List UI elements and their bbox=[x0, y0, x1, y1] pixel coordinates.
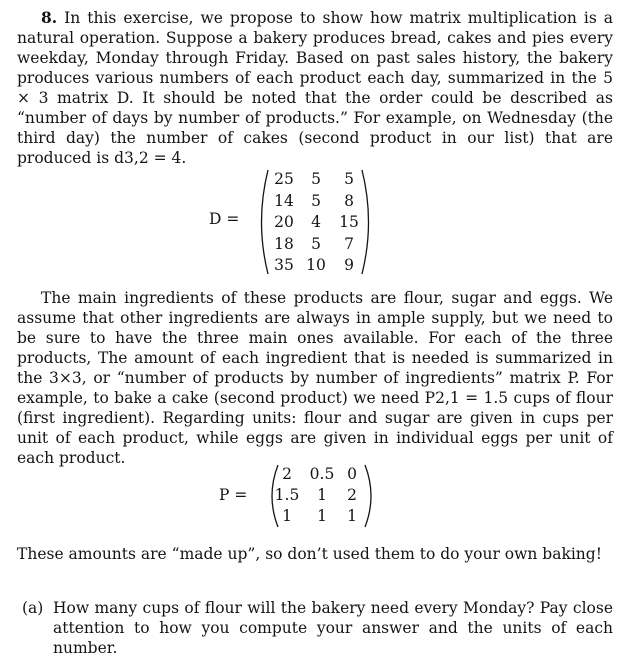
matrix-d-cell-r2-c2: 5 bbox=[311, 191, 321, 210]
matrix-p-cell-r1-c3: 0 bbox=[347, 465, 357, 483]
question-a bbox=[22, 598, 613, 658]
matrix-p-cell-r1-c2: 0.5 bbox=[309, 465, 335, 483]
matrix-p-cell-r2-c3: 2 bbox=[347, 486, 357, 504]
matrix-d-cell-r3-c3: 15 bbox=[339, 213, 359, 231]
disclaimer-text: These amounts are “made up”, so don’t used them to do your own baking! bbox=[17, 545, 602, 563]
matrix-p-label: P = bbox=[219, 486, 248, 504]
matrix-d-cell-r4-c2: 5 bbox=[311, 234, 321, 253]
matrix-d-cell-r2-c1: 14 bbox=[274, 191, 294, 210]
question-a-marker: (a) bbox=[22, 599, 44, 617]
matrix-d-cell-r1-c3: 5 bbox=[344, 170, 354, 188]
matrix-d-cell-r5-c1: 35 bbox=[274, 256, 294, 274]
ingredients-paragraph: The main ingredients of these products are flour, sugar and eggs. We assume that other ingredients are always in ample supply, but we need to be sure to have the three main ones available. For each of the three products, The amount of each ingredient that is needed is summarized in the 3×3, or “number of products by number of ingredients” matrix P. For example, to bake a cake (second product) we need P2,1 = 1.5 cups of flour (first ingredient). Regarding units: flour and sugar are given in cups per unit of each product, while eggs are given in individual eggs per unit of each product. bbox=[17, 289, 613, 467]
matrix-d-cell-r3-c1: 20 bbox=[274, 213, 294, 231]
matrix-p-cell-r3-c3: 1 bbox=[347, 507, 357, 525]
problem-intro-text: In this exercise, we propose to show how matrix multiplication is a natural operation. Suppose a bakery produces bread, cakes and pies every weekday, Monday through Friday. Based on past sales history, the bakery produces various numbers of each product each day, summarized in the 5 × 3 matrix D. It should be noted that the order could be described as “number of days by number of products.” For example, on Wednesday (the third day) the number of cakes (second product in our list) that are produced is d3,2 = 4. bbox=[17, 9, 613, 167]
matrix-p bbox=[0, 463, 629, 529]
matrix-d-cell-r5-c3: 9 bbox=[344, 256, 354, 274]
matrix-d-cell-r4-c3: 7 bbox=[344, 234, 354, 253]
matrix-d-cell-r3-c2: 4 bbox=[311, 213, 321, 231]
matrix-d-label: D = bbox=[209, 210, 240, 228]
problem-number: 8. bbox=[41, 8, 58, 27]
problem-intro-paragraph bbox=[17, 8, 613, 168]
matrix-d-cell-r4-c1: 18 bbox=[274, 234, 294, 253]
matrix-p-cell-r1-c1: 2 bbox=[282, 465, 292, 483]
matrix-d-cell-r2-c3: 8 bbox=[344, 191, 354, 210]
matrix-p-cell-r3-c1: 1 bbox=[282, 507, 292, 525]
matrix-d-cell-r5-c2: 10 bbox=[306, 256, 326, 274]
matrix-d-cell-r1-c2: 5 bbox=[311, 170, 321, 188]
question-a-text: How many cups of flour will the bakery need every Monday? Pay close attention to how you compute your answer and the units of each number. bbox=[53, 599, 613, 657]
matrix-d-cell-r1-c1: 25 bbox=[274, 170, 294, 188]
matrix-d bbox=[0, 167, 629, 277]
matrix-p-cell-r2-c1: 1.5 bbox=[274, 486, 300, 504]
matrix-p-cell-r2-c2: 1 bbox=[317, 486, 327, 504]
matrix-p-cell-r3-c2: 1 bbox=[317, 507, 327, 525]
